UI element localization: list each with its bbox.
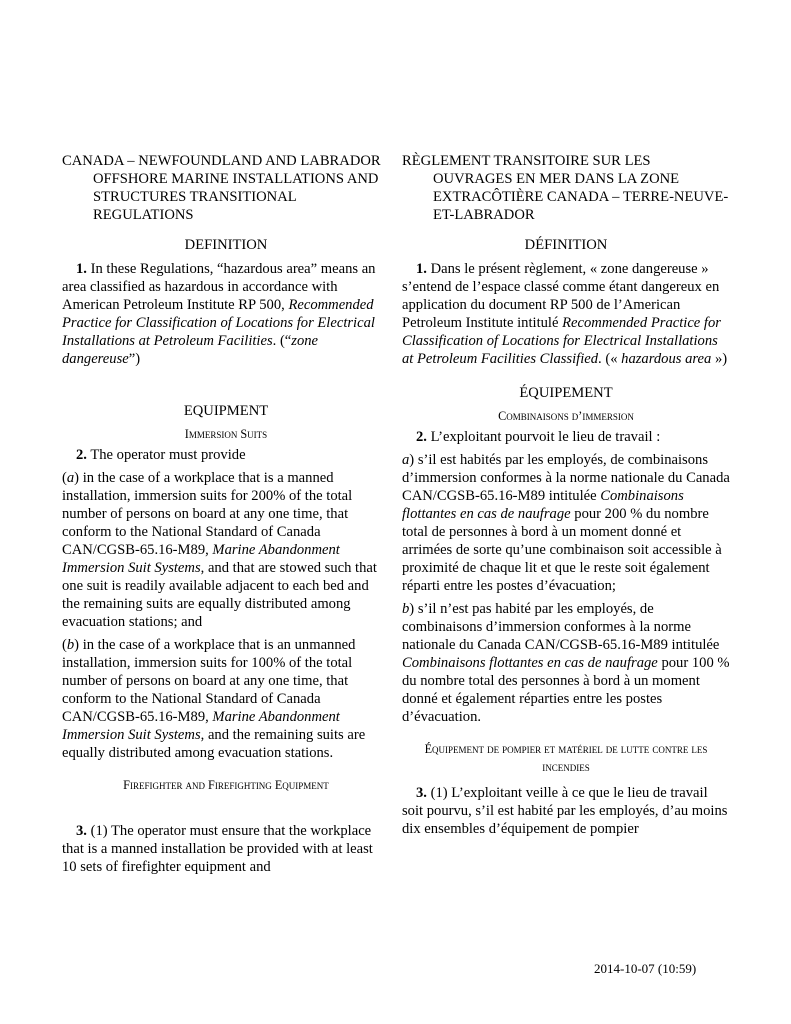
section-number: 2. <box>76 447 87 463</box>
section-number: 3. <box>76 823 87 839</box>
section-1: 1. In these Regulations, “hazardous area” means an area classified as hazardous in accordance with American Petroleum Institute RP 500, Recommended Practice for Classification of Locations for Electrical Installations at Petroleum Facilities. (“zone dangereuse”) <box>62 261 376 367</box>
immersion-suits-heading: Combinaisons d’immersion <box>498 409 634 423</box>
equipment-heading: EQUIPMENT <box>183 403 269 419</box>
definition-heading: DÉFINITION <box>524 237 608 253</box>
page-timestamp: 2014-10-07 (10:59) <box>594 961 697 976</box>
section-3: 3. (1) L’exploitant veille à ce que le lieu de travail soit pourvu, s’il est habité par les employés, d’au moins dix ensembles d’équipement de pompier <box>402 785 728 837</box>
section-number: 1. <box>416 261 427 277</box>
definition-heading: DEFINITION <box>184 237 268 253</box>
regulation-title: RÈGLEMENT TRANSITOIRE SUR LES OUVRAGES EN MER DANS LA ZONE EXTRACÔTIÈRE CANADA – TERRE-NEUVE-ET-LABRADOR <box>402 153 729 223</box>
immersion-suits-heading: Immersion Suits <box>184 427 268 441</box>
section-number: 3. <box>416 785 427 801</box>
paragraph-b: (b) in the case of a workplace that is an unmanned installation, immersion suits for 100% of the total number of persons on board at any one time, that conform to the National Standard of Canada CAN/CGSB-65.16-M89, Marine Abandonment Immersion Suit Systems, and the remaining suits are equally distributed among evacuation stations. <box>62 637 366 761</box>
paragraph-a: a) s’il est habités par les employés, de combinaisons d’immersion conformes à la norme nationale du Canada CAN/CGSB-65.16-M89 intitulée Combinaisons flottantes en cas de naufrage pour 200 % du nombre total de personnes à bord à un moment donné et arrimées de sorte qu’une combinaison soit accessible à proximité de chaque lit et que le reste soit également réparti entre les postes d’évacuation; <box>402 452 730 594</box>
section-number: 2. <box>416 429 427 445</box>
section-2-intro: 2. L’exploitant pourvoit le lieu de travail : <box>416 429 661 445</box>
section-number: 1. <box>76 261 87 277</box>
section-1: 1. Dans le présent règlement, « zone dangereuse » s’entend de l’espace classé comme étant dangereux en application du document RP 500 de l’American Petroleum Institute intitulé Recommended Practice for Classification of Locations for Electrical Installations at Petroleum Facilities Classified. (« hazardous area ») <box>402 261 728 367</box>
firefighter-heading: Équipement de pompier et matériel de lutte contre les incendies <box>424 742 708 774</box>
equipment-heading: ÉQUIPEMENT <box>519 385 613 401</box>
regulation-title: CANADA – NEWFOUNDLAND AND LABRADOR OFFSHORE MARINE INSTALLATIONS AND STRUCTURES TRANSITIONAL REGULATIONS <box>62 153 381 223</box>
paragraph-b: b) s’il n’est pas habité par les employés, de combinaisons d’immersion conformes à la norme nationale du Canada CAN/CGSB-65.16-M89 intitulée Combinaisons flottantes en cas de naufrage pour 100 % du nombre total des personnes à bord à un moment donné et également réparties entre les postes d’évacuation. <box>402 601 730 725</box>
section-3: 3. (1) The operator must ensure that the workplace that is a manned installation be provided with at least 10 sets of firefighter equipment and <box>62 823 373 875</box>
english-column <box>62 152 390 876</box>
paragraph-a: (a) in the case of a workplace that is a manned installation, immersion suits for 200% of the total number of persons on board at any one time, that conform to the National Standard of Canada CAN/CGSB-65.16-M89, Marine Abandonment Immersion Suit Systems, and that are stowed such that one suit is readily available adjacent to each bed and the remaining suits are equally distributed among evacuation stations; and <box>62 470 377 630</box>
french-column <box>402 152 730 838</box>
section-2-intro: 2. The operator must provide <box>76 447 246 463</box>
firefighter-heading: Firefighter and Firefighting Equipment <box>123 778 329 792</box>
